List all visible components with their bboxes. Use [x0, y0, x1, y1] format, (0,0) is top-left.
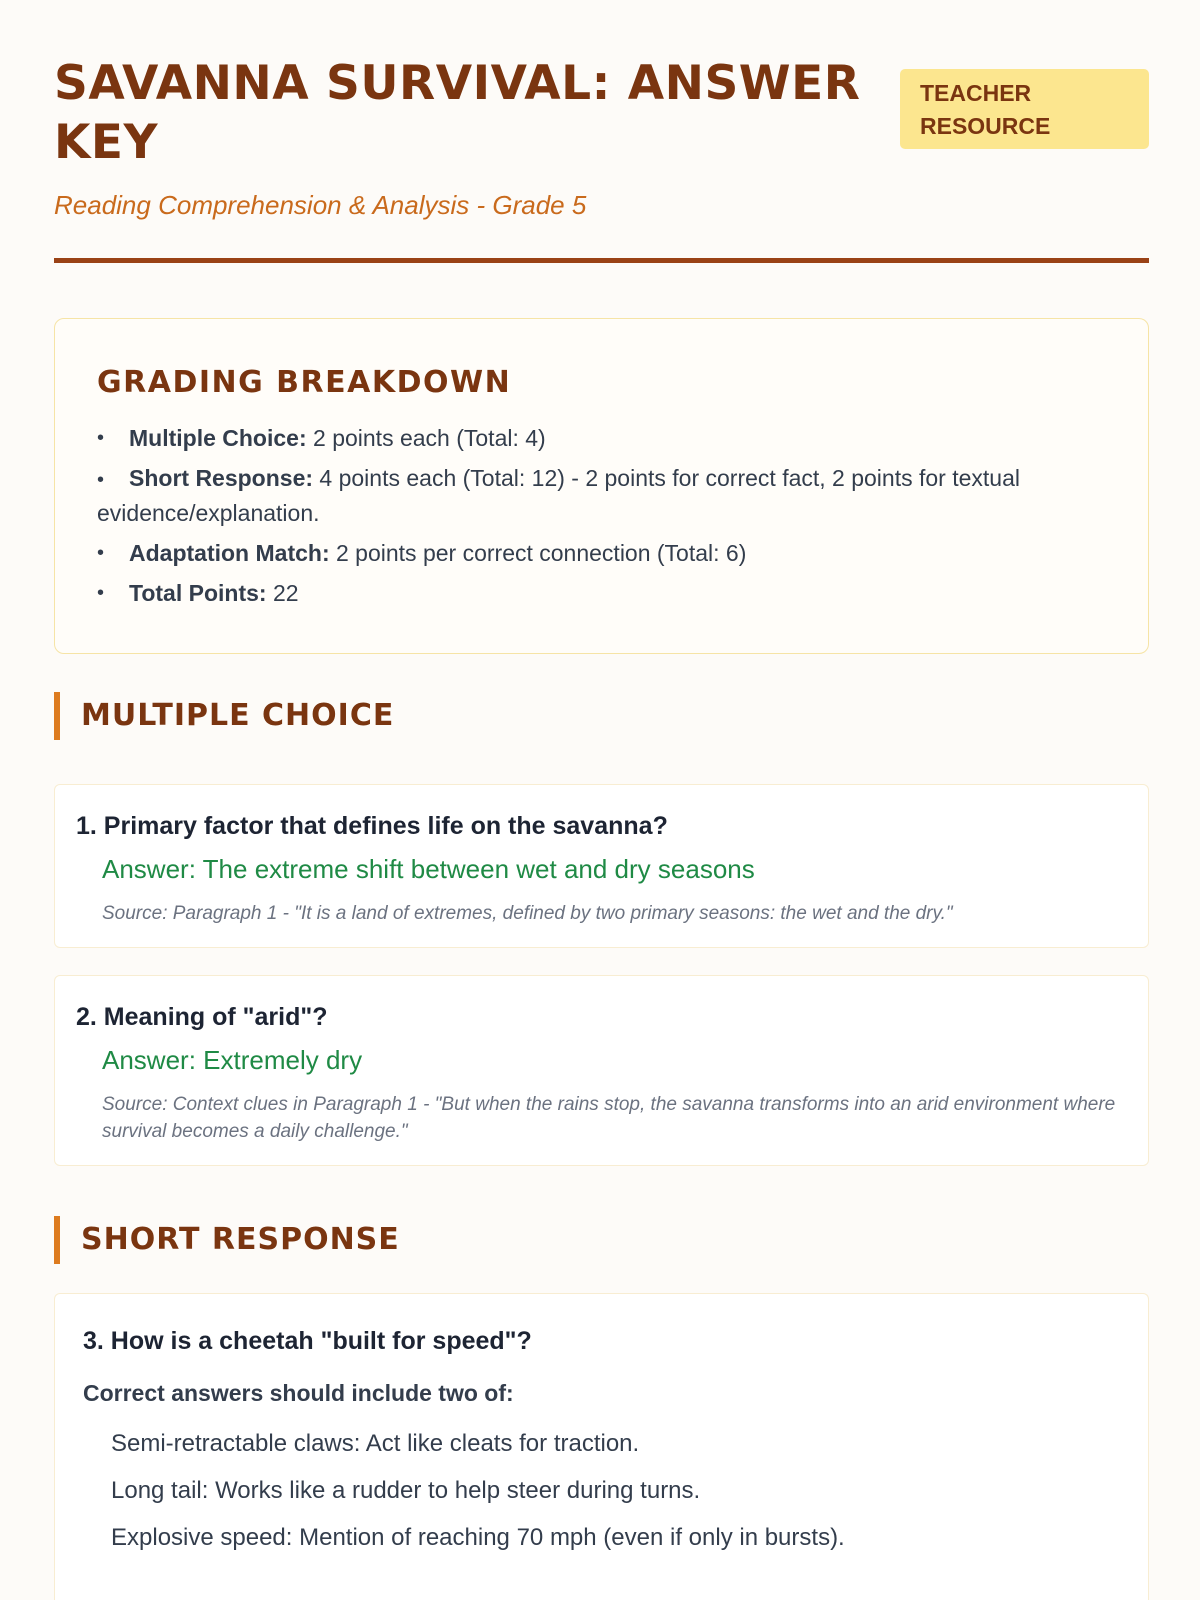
criteria-item: Explosive speed: Mention of reaching 70 mph (even if only in bursts). [111, 1524, 845, 1551]
question-card-2 [54, 975, 1149, 1166]
page-title: SAVANNA SURVIVAL: ANSWER KEY [54, 56, 861, 170]
page-header [54, 0, 1149, 262]
source-citation: Source: Context clues in Paragraph 1 - "But when the rains stop, the savanna transforms into an arid environment where survival becomes a daily challenge." [102, 1094, 1116, 1142]
question-text: 3. How is a cheetah "built for speed"? [83, 1327, 532, 1355]
criteria-item: Semi-retractable claws: Act like cleats for traction. [111, 1430, 640, 1457]
grading-item-total-points: • Total Points: 22 [97, 577, 1106, 610]
bullet-icon: • [97, 469, 105, 491]
answer-text: Answer: Extremely dry [102, 1045, 363, 1075]
grading-item-adaptation-match: • Adaptation Match: 2 points per correct connection (Total: 6) [97, 537, 1106, 570]
multiple-choice-heading: MULTIPLE CHOICE [54, 692, 1149, 740]
question-card-1 [54, 784, 1149, 948]
question-text: 1. Primary factor that defines life on the savanna? [76, 812, 668, 840]
page-subtitle: Reading Comprehension & Analysis - Grade 5 [54, 190, 587, 220]
teacher-resource-badge: TEACHER RESOURCE [900, 69, 1149, 149]
grading-list [97, 422, 1106, 610]
question-text: 2. Meaning of "arid"? [76, 1003, 328, 1031]
source-citation: Source: Paragraph 1 - "It is a land of extremes, defined by two primary seasons: the wet and the dry." [102, 903, 953, 924]
criteria-heading: Correct answers should include two of: [83, 1380, 514, 1406]
bullet-icon: • [97, 542, 105, 564]
answer-key-page [54, 0, 1149, 1551]
grading-breakdown-box [54, 318, 1149, 654]
grading-heading: GRADING BREAKDOWN [97, 365, 512, 400]
answer-text: Answer: The extreme shift between wet and dry seasons [102, 854, 755, 884]
question-card-3 [54, 1293, 1149, 1600]
grading-item-multiple-choice: • Multiple Choice: 2 points each (Total: 4) [97, 422, 1106, 455]
bullet-icon: • [97, 427, 105, 449]
bullet-icon: • [97, 582, 105, 604]
criteria-item: Long tail: Works like a rudder to help steer during turns. [111, 1477, 701, 1504]
header-divider [54, 258, 1149, 263]
criteria-list [83, 1427, 1122, 1554]
grading-item-short-response: • Short Response: 4 points each (Total: 12) - 2 points for correct fact, 2 points for textual evidence/explanation. [97, 465, 1020, 526]
short-response-heading: SHORT RESPONSE [54, 1216, 1149, 1264]
